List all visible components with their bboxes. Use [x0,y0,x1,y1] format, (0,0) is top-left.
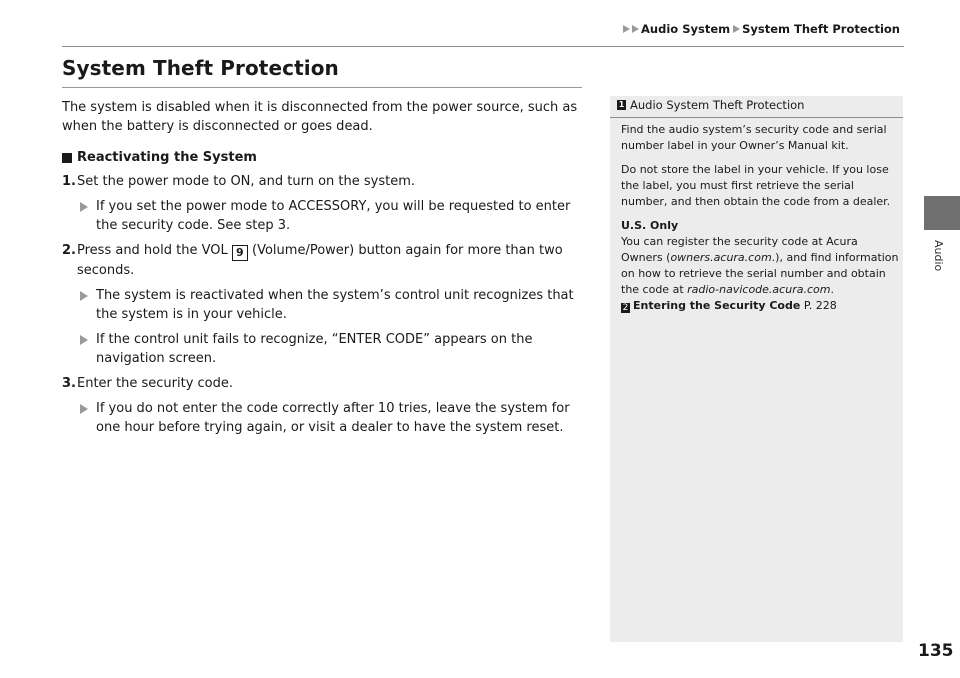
radio-navicode-link[interactable]: radio-navicode.acura.com [687,283,831,296]
cross-reference[interactable] [621,298,899,314]
owners-link[interactable]: owners.acura.com [670,251,772,264]
sidebar-us-heading: U.S. Only [621,219,679,232]
main-content [62,98,584,443]
breadcrumb-item-current[interactable]: System Theft Protection [742,22,900,36]
us-text-1: You can register the security code at Acura Owners ( [621,235,858,264]
step-2 [62,241,584,280]
step-text-after: (Volume/Power) button again for more than two seconds. [77,243,563,278]
cross-reference-arrow-icon: 2 [622,303,629,313]
step-text [77,241,584,280]
page-number: 135 [918,641,954,661]
section-subheading [62,148,584,167]
square-bullet-icon [62,153,72,163]
reference-number-icon: 1 [618,100,625,109]
breadcrumb [623,22,903,36]
step-text: Set the power mode to ON, and turn on the system. [77,174,415,189]
step-text-before: Press and hold the VOL [77,243,228,258]
power-knob-icon: 9 [232,245,248,261]
sidebar-body [621,122,899,314]
title-divider [62,87,582,88]
step-note [80,330,584,368]
note-text: If you do not enter the code correctly after 10 tries, leave the system for one hour before trying again, or visit a dealer to have the system reset. [96,401,570,435]
step-number: 2. [62,243,76,258]
us-text-2: .), and find information on how to retrieve the serial number and obtain the code at [621,251,899,296]
subheading-text: Reactivating the System [77,150,257,165]
note-text: If you set the power mode to ACCESSORY, you will be requested to enter the security code. See step 3. [96,199,571,233]
sidebar-note [610,96,903,642]
sidebar-paragraph-2: Do not store the label in your vehicle. If you lose the label, you must first retrieve the serial number, and then obtain the code from a dealer. [621,163,891,208]
note-arrow-icon [80,335,88,345]
section-tab-label: Audio [932,240,945,272]
sidebar-us-paragraph [621,234,899,298]
step-number: 1. [62,174,76,189]
header-divider [62,46,904,47]
sidebar-header [610,96,903,118]
sidebar-title-text: Audio System Theft Protection [630,98,805,112]
note-text: The system is reactivated when the system’s control unit recognizes that the system is in your vehicle. [96,288,574,322]
step-3 [62,374,584,393]
page-title: System Theft Protection [62,56,339,80]
step-note [80,286,584,324]
breadcrumb-arrow-icon [733,25,740,33]
breadcrumb-arrow-icon [632,25,639,33]
breadcrumb-item-audio-system[interactable]: Audio System [641,22,731,36]
step-note [80,197,584,235]
us-text-3: . [830,283,834,296]
note-arrow-icon [80,291,88,301]
section-tab[interactable] [924,196,960,230]
cross-reference-page: P. 228 [800,299,837,312]
sidebar-paragraph-1: Find the audio system’s security code and serial number label in your Owner’s Manual kit. [621,123,887,152]
note-arrow-icon [80,404,88,414]
step-1 [62,172,584,191]
intro-paragraph: The system is disabled when it is disconnected from the power source, such as when the battery is disconnected or goes dead. [62,100,578,134]
sidebar-title [617,98,804,112]
step-number: 3. [62,376,76,391]
breadcrumb-arrow-icon [623,25,630,33]
cross-reference-label[interactable]: Entering the Security Code [633,299,801,312]
step-text: Enter the security code. [77,376,234,391]
note-text: If the control unit fails to recognize, “ENTER CODE” appears on the navigation screen. [96,332,533,366]
step-note [80,399,584,437]
note-arrow-icon [80,202,88,212]
